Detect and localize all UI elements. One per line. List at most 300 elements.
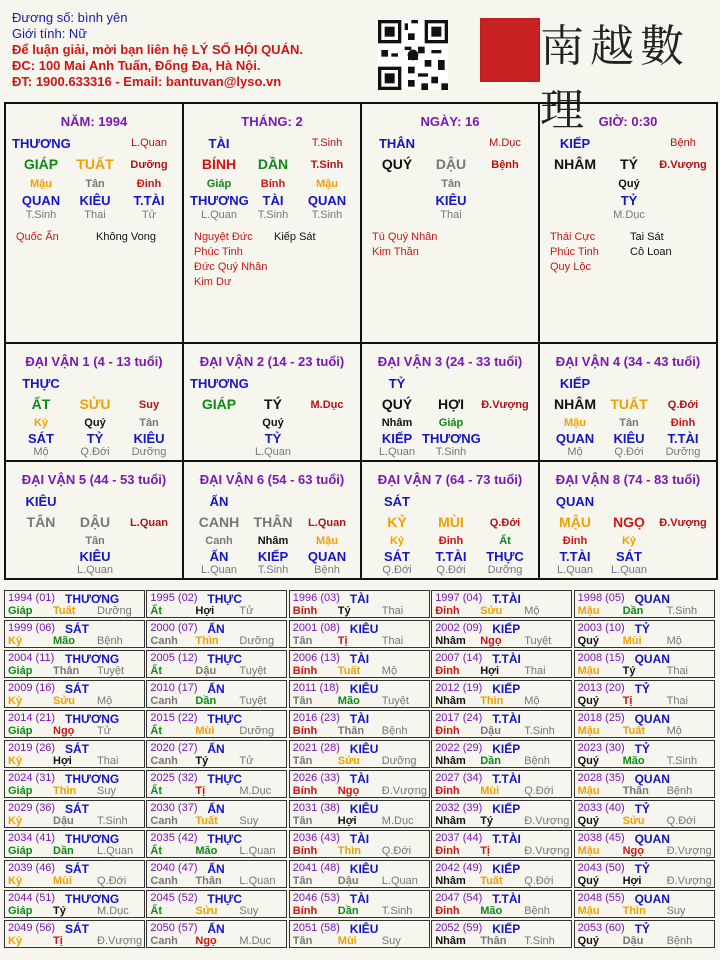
dai-van-hidden-stage: Dưỡng <box>665 446 701 458</box>
year-cell <box>431 710 572 738</box>
year-stage: Tử <box>239 605 254 617</box>
year-label: 2033 (40) <box>577 802 625 814</box>
year-label: 2021 (28) <box>292 742 340 754</box>
year-stem: Mậu <box>577 785 600 797</box>
year-god: KIÊU <box>349 802 379 816</box>
year-cell <box>431 860 572 888</box>
year-stem: Mậu <box>577 725 600 737</box>
year-stage: Dưỡng <box>97 605 132 617</box>
year-cell <box>574 800 715 828</box>
hidden-stem: Mậu <box>30 178 52 190</box>
dai-van-hidden-god: ẤN <box>209 549 229 564</box>
dai-van-hidden-god: T.TÀI <box>435 549 467 564</box>
star-label: Quy Lộc <box>550 261 591 273</box>
year-branch: Mùi <box>480 785 500 797</box>
hidden-god: TỶ <box>620 193 638 208</box>
pillar-stage: Bệnh <box>670 137 696 149</box>
year-stem: Quý <box>577 695 599 707</box>
year-cell <box>574 860 715 888</box>
year-cell <box>289 680 430 708</box>
year-stage: Tuyệt <box>239 665 267 677</box>
dai-van-header: ĐẠI VẬN 7 (64 - 73 tuổi) <box>377 472 523 487</box>
year-label: 2026 (33) <box>292 772 340 784</box>
year-stage: L.Quan <box>97 845 134 857</box>
year-branch: Mùi <box>337 935 357 947</box>
year-god: ẤN <box>207 742 225 756</box>
year-stem: Quý <box>577 755 599 767</box>
pillar-main: Dưỡng <box>130 159 168 171</box>
star-label: Cô Loan <box>630 246 672 258</box>
year-god: ẤN <box>207 622 225 636</box>
hidden-stage: Tử <box>141 209 157 221</box>
year-god: T.TÀI <box>492 832 521 846</box>
year-god: THƯƠNG <box>65 892 120 906</box>
year-god: QUAN <box>634 892 670 906</box>
year-god: THƯƠNG <box>65 592 120 606</box>
dai-van-main: ẤT <box>31 396 51 412</box>
year-cell <box>4 590 145 618</box>
year-label: 2043 (50) <box>577 862 625 874</box>
year-cell <box>431 680 572 708</box>
year-branch: Tuất <box>53 605 76 617</box>
year-label: 2038 (45) <box>577 832 625 844</box>
dai-van-main: TÂN <box>26 514 56 530</box>
year-stage: Suy <box>239 815 259 827</box>
dai-van-hidden-stem: Đinh <box>438 535 464 547</box>
year-stem: Tân <box>292 935 313 947</box>
dai-van-cell <box>361 343 539 461</box>
year-branch: Dần <box>480 755 501 767</box>
pillar-god: TÀI <box>208 136 230 151</box>
year-stem: Đinh <box>435 725 460 737</box>
year-stem: Giáp <box>8 725 33 737</box>
year-branch: Mùi <box>195 725 215 737</box>
year-branch: Thân <box>53 665 80 677</box>
year-stage: Đ.Vượng <box>666 845 712 857</box>
year-branch: Hợi <box>622 875 642 887</box>
dai-van-hidden-god: T.TÀI <box>667 431 699 446</box>
year-stage: Mộ <box>97 695 113 707</box>
year-god: T.TÀI <box>492 892 521 906</box>
year-cell <box>4 770 145 798</box>
year-branch: Tuất <box>622 725 645 737</box>
year-stem: Ất <box>150 725 162 737</box>
year-stem: Ất <box>150 665 162 677</box>
year-cell <box>4 800 145 828</box>
year-branch: Dần <box>53 845 74 857</box>
dai-van-hidden-stem: Tân <box>85 535 105 547</box>
dai-van-header: ĐẠI VẬN 8 (74 - 83 tuổi) <box>555 472 701 487</box>
year-label: 2044 (51) <box>8 892 56 904</box>
pillar-main: TÝ <box>620 156 638 172</box>
year-stem: Bính <box>292 665 318 677</box>
year-stem: Tân <box>292 695 313 707</box>
year-stem: Quý <box>577 635 599 647</box>
dai-van-cell <box>361 461 539 579</box>
year-stage: M.Dục <box>381 815 414 827</box>
year-god: KIÊU <box>349 682 379 696</box>
year-cell <box>289 590 430 618</box>
year-branch: Dần <box>195 695 217 707</box>
hidden-stage: Thai <box>440 209 462 221</box>
year-god: TÀI <box>349 712 370 726</box>
year-stem: Bính <box>292 905 318 917</box>
year-stage: Đ.Vượng <box>666 875 712 887</box>
year-god: THƯƠNG <box>65 832 120 846</box>
year-god: TỶ <box>634 682 650 696</box>
hidden-god: THƯƠNG <box>190 193 249 208</box>
year-stage: Bệnh <box>524 905 550 917</box>
dai-van-god: THỰC <box>22 376 60 391</box>
year-branch: Tý <box>622 665 636 677</box>
year-label: 2031 (38) <box>292 802 340 814</box>
hidden-stem: Mậu <box>316 178 338 190</box>
year-branch: Dần <box>622 605 644 617</box>
year-god: THƯƠNG <box>65 652 120 666</box>
year-label: 2019 (26) <box>8 742 56 754</box>
year-stage: Thai <box>381 605 404 617</box>
year-branch: Hợi <box>195 605 215 617</box>
year-god: THỰC <box>207 772 243 786</box>
dai-van-hidden-god: THỰC <box>486 549 524 564</box>
dai-van-hidden-stage: L.Quan <box>76 564 114 576</box>
dai-van-header: ĐẠI VẬN 1 (4 - 13 tuổi) <box>25 354 163 369</box>
year-stem: Bính <box>292 785 318 797</box>
dai-van-hidden-stem: Quý <box>84 417 106 429</box>
year-stem: Canh <box>150 695 178 707</box>
year-god: THỰC <box>207 832 243 846</box>
phone-email-line: ĐT: 1900.633316 - Email: bantuvan@lyso.vn <box>12 74 282 89</box>
year-branch: Mão <box>337 695 360 707</box>
year-god: QUAN <box>634 712 670 726</box>
year-stage: M.Dục <box>239 935 272 947</box>
year-stage: T.Sinh <box>524 725 555 737</box>
year-cell <box>574 710 715 738</box>
year-cell <box>146 890 287 918</box>
year-god: ẤN <box>207 682 225 696</box>
year-stage: Q.Đới <box>97 875 127 887</box>
year-stage: Thai <box>97 755 119 767</box>
dai-van-hidden-stage: T.Sinh <box>257 564 289 576</box>
pillar-main: GIÁP <box>23 156 59 172</box>
year-cell <box>4 650 145 678</box>
year-god: T.TÀI <box>492 592 521 606</box>
year-stage: Mộ <box>666 725 682 737</box>
qr-code-icon <box>378 20 448 90</box>
year-branch: Tị <box>480 845 490 857</box>
year-branch: Tuất <box>480 875 503 887</box>
pillar-main: NHÂM <box>554 156 596 172</box>
year-label: 2028 (35) <box>577 772 625 784</box>
hidden-stage: L.Quan <box>200 209 238 221</box>
pillar-header: NGÀY: 16 <box>420 114 480 129</box>
chart-grid <box>4 102 718 580</box>
year-stage: Thai <box>666 665 688 677</box>
dai-van-main: TUẤT <box>610 396 648 412</box>
year-stage: Tử <box>239 755 254 767</box>
star-label: Không Vong <box>96 231 156 243</box>
year-stem: Bính <box>292 605 318 617</box>
year-god: KIẾP <box>492 742 521 756</box>
year-label: 2035 (42) <box>150 832 198 844</box>
year-branch: Dậu <box>195 665 217 677</box>
dai-van-hidden-god: SÁT <box>616 549 642 564</box>
year-god: SÁT <box>65 922 89 936</box>
star-label: Kim Dư <box>194 276 232 288</box>
year-stage: Mộ <box>524 695 540 707</box>
year-cell <box>289 830 430 858</box>
year-cell <box>4 890 145 918</box>
year-god: THƯƠNG <box>65 772 120 786</box>
year-label: 2000 (07) <box>150 622 198 634</box>
year-branch: Ngọ <box>622 845 644 857</box>
year-god: THỰC <box>207 592 243 606</box>
year-stem: Giáp <box>8 845 33 857</box>
year-stage: T.Sinh <box>97 815 128 827</box>
year-stage: Tuyệt <box>524 635 552 647</box>
year-branch: Thân <box>622 785 649 797</box>
year-god: KIẾP <box>492 802 521 816</box>
dai-van-cell <box>539 461 717 579</box>
dai-van-main: THÂN <box>253 514 293 530</box>
pillar-header: NĂM: 1994 <box>60 114 128 129</box>
dai-van-hidden-god: QUAN <box>555 431 595 446</box>
year-stage: T.Sinh <box>381 905 413 917</box>
year-god: THƯƠNG <box>65 712 120 726</box>
year-label: 2011 (18) <box>292 682 340 694</box>
year-label: 2037 (44) <box>435 832 483 844</box>
dai-van-hidden-stage: Q.Đới <box>614 446 644 458</box>
year-stem: Ất <box>150 905 162 917</box>
year-god: KIẾP <box>492 922 521 936</box>
year-cell <box>289 770 430 798</box>
hidden-stage: M.Dục <box>613 209 645 221</box>
hidden-stem: Tân <box>85 178 105 190</box>
year-label: 2008 (15) <box>577 652 625 664</box>
dai-van-main: L.Quan <box>130 517 168 529</box>
year-label: 2018 (25) <box>577 712 625 724</box>
year-label: 2002 (09) <box>435 622 483 634</box>
year-stem: Giáp <box>8 905 33 917</box>
dai-van-hidden-god: SÁT <box>28 431 54 446</box>
year-label: 2032 (39) <box>435 802 483 814</box>
year-stage: Suy <box>666 905 686 917</box>
year-stem: Đinh <box>435 605 460 617</box>
year-stem: Quý <box>577 935 599 947</box>
hidden-god: TÀI <box>262 193 284 208</box>
year-stage: Suy <box>381 935 401 947</box>
year-branch: Mão <box>480 905 503 917</box>
year-cell <box>574 920 715 948</box>
dai-van-main: TÝ <box>264 396 282 412</box>
year-branch: Dần <box>337 905 359 917</box>
hidden-god: T.TÀI <box>133 193 165 208</box>
year-branch: Sửu <box>53 695 76 707</box>
year-stem: Nhâm <box>435 935 466 947</box>
dai-van-god: QUAN <box>555 494 595 509</box>
year-cell <box>4 680 145 708</box>
year-stage: Q.Đới <box>524 875 554 887</box>
dai-van-header: ĐẠI VẬN 2 (14 - 23 tuổi) <box>199 354 345 369</box>
year-stem: Nhâm <box>435 695 466 707</box>
dai-van-hidden-god: SÁT <box>384 549 410 564</box>
year-label: 2003 (10) <box>577 622 625 634</box>
dai-van-hidden-stem: Nhâm <box>381 417 413 429</box>
year-branch: Dậu <box>622 935 644 947</box>
year-stage: Thai <box>666 695 688 707</box>
hidden-stem: Quý <box>618 178 640 190</box>
dai-van-hidden-stem: Nhâm <box>257 535 289 547</box>
pillar-god: THÂN <box>378 136 416 151</box>
year-label: 2022 (29) <box>435 742 483 754</box>
year-stage: Thai <box>381 635 404 647</box>
year-label: 2049 (56) <box>8 922 56 934</box>
year-stem: Ất <box>150 785 162 797</box>
year-label: 2001 (08) <box>292 622 340 634</box>
address-line: ĐC: 100 Mai Anh Tuấn, Đống Đa, Hà Nội. <box>12 58 261 73</box>
year-cell <box>289 740 430 768</box>
year-stage: L.Quan <box>381 875 418 887</box>
year-cell <box>431 770 572 798</box>
year-cell <box>146 710 287 738</box>
year-stem: Canh <box>150 755 178 767</box>
year-cell <box>289 620 430 648</box>
year-god: KIÊU <box>349 622 379 636</box>
year-god: KIẾP <box>492 682 521 696</box>
year-cell <box>431 740 572 768</box>
year-label: 2034 (41) <box>8 832 56 844</box>
year-stage: L.Quan <box>239 845 276 857</box>
year-stage: Bệnh <box>666 785 693 797</box>
year-stem: Tân <box>292 755 313 767</box>
year-cell <box>431 800 572 828</box>
year-stage: Dưỡng <box>239 635 275 647</box>
dai-van-hidden-stage: Mộ <box>33 446 49 458</box>
pillar-stage: T.Sinh <box>311 137 343 149</box>
dai-van-main: M.Dục <box>310 399 344 411</box>
year-cell <box>574 830 715 858</box>
year-god: TÀI <box>349 772 370 786</box>
year-branch: Sửu <box>622 815 645 827</box>
year-stage: Thai <box>524 665 546 677</box>
year-cell <box>574 590 715 618</box>
year-branch: Dậu <box>480 725 501 737</box>
year-branch: Hợi <box>53 755 72 767</box>
hidden-stem: Giáp <box>206 178 232 190</box>
year-god: ẤN <box>207 862 225 876</box>
star-label: Nguyệt Đức <box>194 231 253 243</box>
star-label: Kim Thần <box>372 246 419 258</box>
year-god: SÁT <box>65 742 89 756</box>
pillar-main: DẬU <box>435 156 467 172</box>
year-stem: Bính <box>292 845 318 857</box>
pillar-cell <box>539 103 717 343</box>
year-cell <box>4 830 145 858</box>
year-stem: Bính <box>292 725 318 737</box>
year-branch: Hợi <box>480 665 500 677</box>
pillar-header: THÁNG: 2 <box>241 114 303 129</box>
year-cell <box>574 680 715 708</box>
year-label: 2040 (47) <box>150 862 198 874</box>
year-cell <box>4 740 145 768</box>
year-label: 1998 (05) <box>577 592 625 604</box>
star-label: Tú Quý Nhân <box>372 231 438 243</box>
year-branch: Ngọ <box>53 725 75 737</box>
dai-van-main: Suy <box>138 399 160 411</box>
dai-van-hidden-stem: Kỷ <box>621 535 637 547</box>
year-cell <box>146 590 287 618</box>
dai-van-hidden-stage: L.Quan <box>556 564 594 576</box>
year-cell <box>146 830 287 858</box>
year-label: 2015 (22) <box>150 712 198 724</box>
year-branch: Thân <box>480 935 507 947</box>
year-branch: Mùi <box>53 875 72 887</box>
dai-van-hidden-stage: Dưỡng <box>131 446 167 458</box>
year-branch: Ngọ <box>480 635 502 647</box>
year-stem: Tân <box>292 875 313 887</box>
year-branch: Thìn <box>337 845 362 857</box>
star-label: Phúc Tinh <box>550 246 599 258</box>
dai-van-hidden-stage: L.Quan <box>378 446 416 458</box>
dai-van-hidden-stem: Tân <box>139 417 159 429</box>
year-label: 1995 (02) <box>150 592 198 604</box>
year-stage: T.Sinh <box>524 935 555 947</box>
year-stage: Q.Đới <box>381 845 412 857</box>
hidden-stage: T.Sinh <box>257 209 289 221</box>
year-stem: Kỷ <box>8 815 23 827</box>
year-branch: Tuất <box>195 815 218 827</box>
year-god: SÁT <box>65 802 89 816</box>
year-label: 2010 (17) <box>150 682 198 694</box>
pillar-god: THƯƠNG <box>12 136 71 151</box>
dai-van-hidden-stage: Mộ <box>567 446 583 458</box>
pillar-stage: M.Dục <box>489 137 521 149</box>
year-cell <box>574 650 715 678</box>
year-stage: Bệnh <box>666 935 693 947</box>
year-cell <box>4 860 145 888</box>
dai-van-hidden-stage: Q.Đới <box>80 446 110 458</box>
year-cell <box>289 800 430 828</box>
star-label: Quốc Ấn <box>16 231 59 243</box>
year-stem: Quý <box>577 815 599 827</box>
pillar-main: Đ.Vượng <box>659 159 707 171</box>
year-stem: Ất <box>150 845 162 857</box>
year-stage: Tử <box>97 725 112 737</box>
year-label: 2053 (60) <box>577 922 625 934</box>
year-branch: Thìn <box>480 695 504 707</box>
pillar-god: KIẾP <box>559 136 591 151</box>
year-god: T.TÀI <box>492 772 521 786</box>
year-god: KIÊU <box>349 742 379 756</box>
year-cell <box>146 650 287 678</box>
year-label: 2042 (49) <box>435 862 483 874</box>
star-label: Đức Quý Nhân <box>194 261 268 273</box>
year-branch: Tý <box>53 905 66 917</box>
dai-van-main: L.Quan <box>308 517 346 529</box>
year-stage: Đ.Vượng <box>381 785 427 797</box>
year-branch: Mão <box>195 845 218 857</box>
year-stem: Canh <box>150 875 178 887</box>
hidden-stage: T.Sinh <box>25 209 57 221</box>
pillar-cell <box>183 103 361 343</box>
star-label: Tai Sát <box>630 231 664 243</box>
dai-van-hidden-stem: Kỷ <box>33 417 49 429</box>
year-label: 2025 (32) <box>150 772 198 784</box>
year-stage: Tuyệt <box>239 695 267 707</box>
year-label: 2030 (37) <box>150 802 198 814</box>
star-label: Phúc Tinh <box>194 246 243 258</box>
hidden-stem: Tân <box>441 178 461 190</box>
